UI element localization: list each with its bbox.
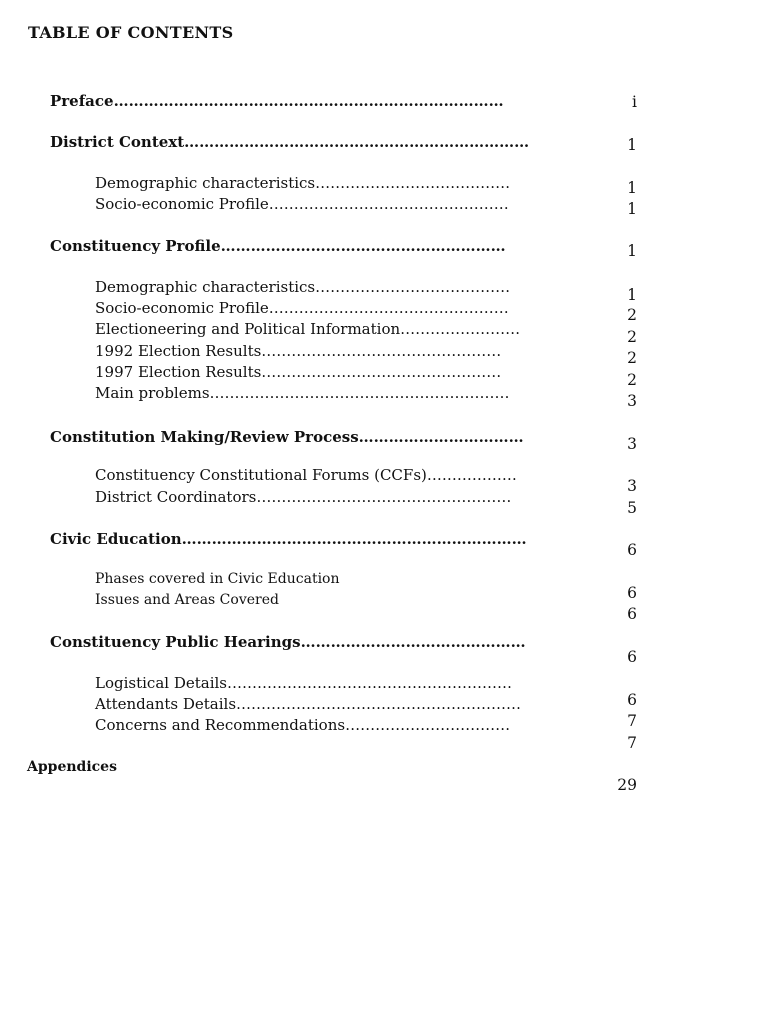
toc-page-number: 7	[627, 712, 637, 730]
toc-entry-constituency-demographics: Demographic characteristics…………………………………	[95, 278, 511, 296]
toc-entry-public-hearings: Constituency Public Hearings………………………………………	[50, 633, 526, 651]
toc-page-number: 2	[627, 328, 637, 346]
toc-page-number: 6	[627, 691, 637, 709]
toc-page-number: 5	[627, 499, 637, 517]
toc-entry-electioneering: Electioneering and Political Information……………………	[95, 320, 521, 338]
toc-entry-1997-results: 1997 Election Results…………………………………………	[95, 363, 502, 381]
toc-page-number: 2	[627, 306, 637, 324]
toc-entry-logistical-details: Logistical Details…………………………………………………	[95, 674, 512, 692]
toc-entry-constitution-making: Constitution Making/Review Process……………………………	[50, 428, 524, 446]
toc-page-number: 7	[627, 734, 637, 752]
toc-page-number: 6	[627, 648, 637, 666]
toc-page-number: 2	[627, 349, 637, 367]
toc-page-number: 1	[627, 200, 637, 218]
toc-page-number: 1	[627, 242, 637, 260]
toc-entry-constituency-socio-economic: Socio-economic Profile…………………………………………	[95, 299, 509, 317]
toc-entry-1992-results: 1992 Election Results…………………………………………	[95, 342, 502, 360]
toc-page-number: 3	[627, 435, 637, 453]
toc-entry-concerns-recommendations: Concerns and Recommendations……………………………	[95, 716, 511, 734]
toc-entry-issues-areas: Issues and Areas Covered	[95, 592, 279, 608]
toc-page-number: 1	[627, 179, 637, 197]
toc-entry-preface: Preface……………………………………………………………………	[50, 92, 504, 110]
toc-entry-ccfs: Constituency Constitutional Forums (CCFs)………………	[95, 466, 517, 484]
toc-page-number: 3	[627, 392, 637, 410]
toc-entry-civic-education: Civic Education……………………………………………………………	[50, 530, 527, 548]
toc-page-number: i	[632, 93, 637, 111]
toc-entry-phases-covered: Phases covered in Civic Education	[95, 571, 340, 587]
page-title: TABLE OF CONTENTS	[28, 23, 234, 42]
toc-page-number: 1	[627, 136, 637, 154]
toc-entry-district-context: District Context……………………………………………………………	[50, 133, 530, 151]
toc-entry-district-demographics: Demographic characteristics…………………………………	[95, 174, 511, 192]
toc-entry-appendices: Appendices	[27, 759, 117, 775]
toc-entry-district-socio-economic: Socio-economic Profile…………………………………………	[95, 195, 509, 213]
toc-page-number: 29	[617, 776, 637, 794]
toc-page-number: 3	[627, 477, 637, 495]
toc-page-number: 6	[627, 584, 637, 602]
toc-page-number: 6	[627, 541, 637, 559]
toc-entry-attendants-details: Attendants Details…………………………………………………	[95, 695, 522, 713]
toc-page-number: 1	[627, 286, 637, 304]
toc-page-number: 2	[627, 371, 637, 389]
toc-page-number: 6	[627, 605, 637, 623]
toc-entry-main-problems: Main problems……………………………………………………	[95, 384, 510, 402]
toc-entry-district-coordinators: District Coordinators……………………………………………	[95, 488, 512, 506]
toc-entry-constituency-profile: Constituency Profile…………………………………………………	[50, 237, 506, 255]
